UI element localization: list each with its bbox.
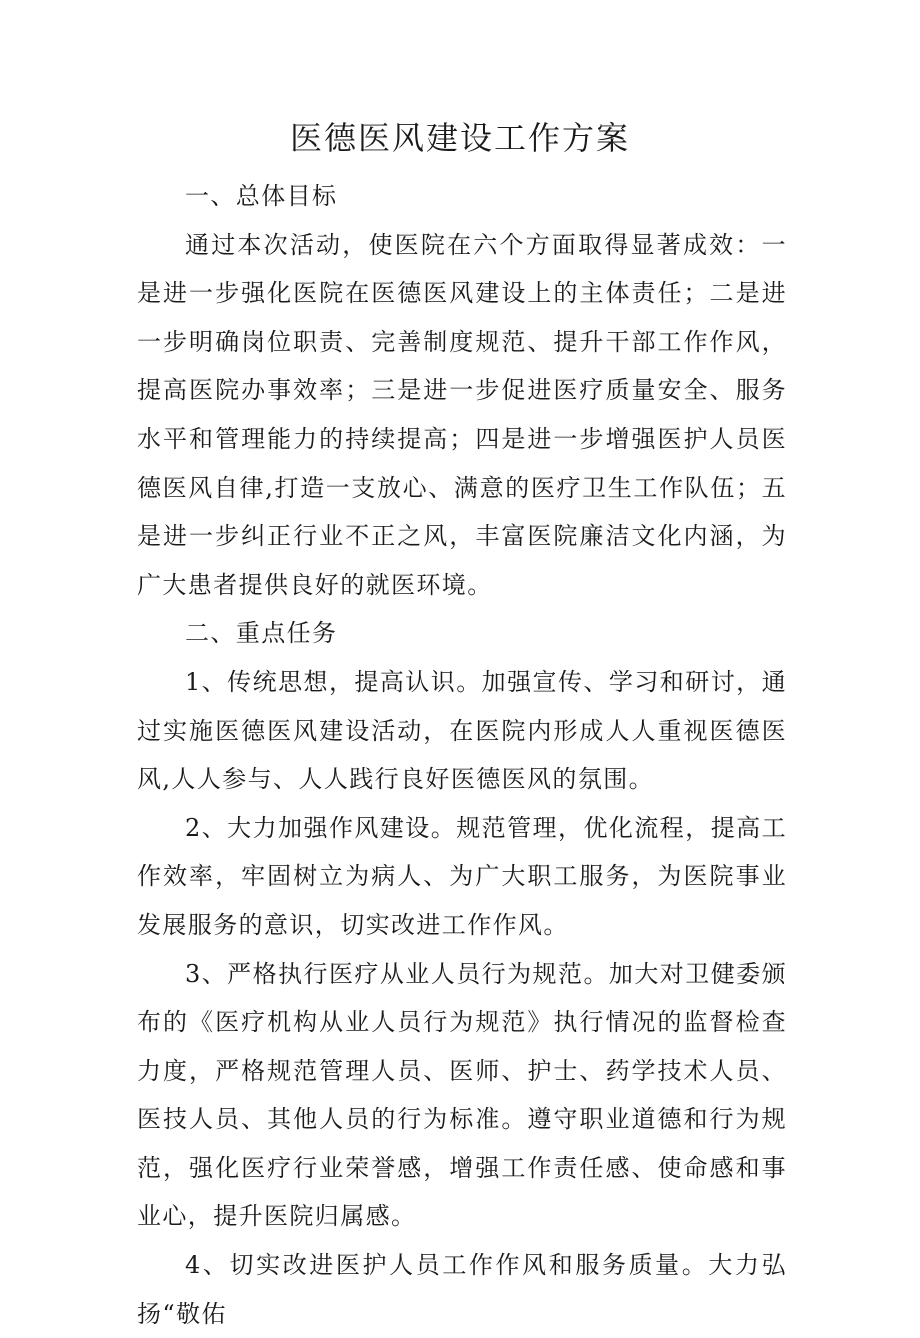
section-heading-tasks: 二、重点任务: [185, 619, 338, 648]
goals-paragraph: 通过本次活动，使医院在六个方面取得显著成效：一是进一步强化医院在医德医风建设上的主体责任；二是进一步明确岗位职责、完善制度规范、提升干部工作作风，提高医院办事效率；三是进一步促进医疗质量安全、服务水平和管理能力的持续提高；四是进一步增强医护人员医德医风自律,打造一支放心、满意的医疗卫生工作队伍；五是进一步纠正行业不正之风，丰富医院廉洁文化内涵，为广大患者提供良好的就医环境。: [137, 230, 787, 599]
document-body: [137, 172, 787, 1338]
task-paragraph-3: 3、严格执行医疗从业人员行为规范。加大对卫健委颁布的《医疗机构从业人员行为规范》执行情况的监督检查力度，严格规范管理人员、医师、护士、药学技术人员、医技人员、其他人员的行为标准。遵守职业道德和行为规范，强化医疗行业荣誉感，增强工作责任感、使命感和事业心，提升医院归属感。: [137, 959, 787, 1231]
task-paragraph-2: 2、大力加强作风建设。规范管理，优化流程，提高工作效率，牢固树立为病人、为广大职工服务，为医院事业发展服务的意识，切实改进工作作风。: [137, 813, 787, 939]
section-heading-goals: 一、总体目标: [185, 182, 338, 210]
document-title: 医德医风建设工作方案: [289, 119, 630, 157]
task-paragraph-4: 4、切实改进医护人员工作作风和服务质量。大力弘扬“敬佑: [137, 1251, 787, 1328]
task-paragraph-1: 1、传统思想，提高认识。加强宣传、学习和研讨，通过实施医德医风建设活动，在医院内形成人人重视医德医风,人人参与、人人践行良好医德医风的氛围。: [137, 667, 787, 794]
